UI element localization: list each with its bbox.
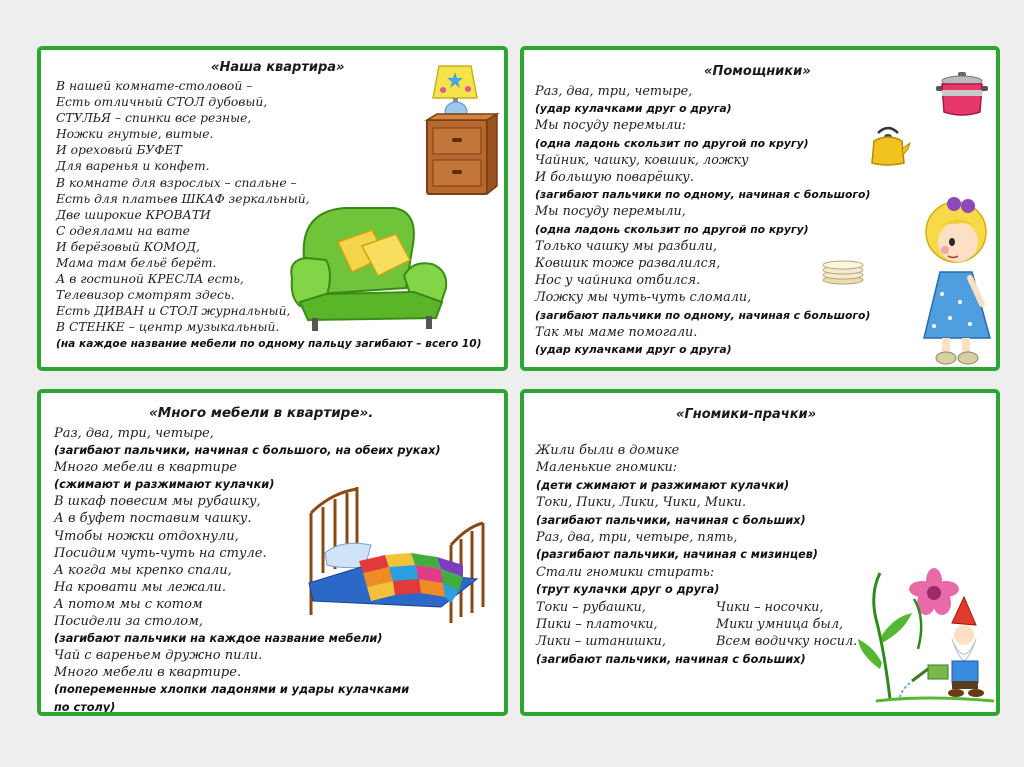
verse-line: Много мебели в квартире [54, 460, 237, 476]
verse-line: Две широкие КРОВАТИ [56, 207, 211, 222]
verse-line: Для варенья и конфет. [56, 159, 210, 174]
verse-line: Чай с вареньем дружно пили. [54, 648, 263, 664]
verse-line: Токи, Пики, Лики, Чики, Мики. [536, 495, 747, 511]
verse-line: А потом мы с котом [54, 596, 203, 612]
verse-column-left: Пики – платочки, [536, 617, 658, 633]
verse-line: Раз, два, три, четыре, пять, [536, 530, 738, 546]
verse-line: На кровати мы лежали. [54, 579, 227, 595]
verse-line: Так мы маме помогали. [535, 324, 698, 340]
verse-line: Есть для платьев ШКАФ зеркальный, [56, 191, 310, 206]
card-pomoshchniki [520, 46, 1000, 371]
verse-line: Посидели за столом, [54, 614, 203, 630]
card-title: «Гномики-прачки» [676, 407, 817, 422]
verse-line: Ложку мы чуть-чуть сломали, [535, 290, 752, 306]
instruction-line: (разгибают пальчики, начиная с мизинцев) [536, 548, 818, 562]
poem-lines [536, 442, 857, 668]
pot-illustration [936, 72, 988, 118]
verse-line-two-column [536, 633, 857, 650]
instruction-line: (загибают пальчики, начиная с большого, на обеих руках) [54, 444, 441, 458]
poem-lines [535, 83, 870, 358]
instruction-line: (удар кулачками друг о друга) [535, 102, 732, 116]
instruction-line: (на каждое название мебели по одному пальцу загибают – всего 10) [56, 337, 482, 350]
kettle-illustration [868, 123, 910, 167]
instruction-line: (удар кулачками друг о друга) [535, 343, 732, 357]
instruction-line: (одна ладонь скользит по другой по кругу) [535, 222, 809, 236]
verse-column-left: Токи – рубашки, [536, 599, 646, 615]
instruction-line: по столу) [54, 700, 116, 714]
verse-line: А когда мы крепко спали, [54, 562, 232, 578]
verse-line: В комнате для взрослых – спальне – [56, 175, 297, 190]
verse-line: Чайник, чашку, ковшик, ложку [535, 152, 749, 168]
verse-column-right: Чики – носочки, [716, 599, 824, 615]
verse-line: Нос у чайника отбился. [535, 273, 701, 289]
card-mnogo-mebeli [37, 389, 508, 716]
card-title: «Наша квартира» [211, 60, 345, 75]
card-nasha-kvartira [37, 46, 508, 371]
verse-line: Раз, два, три, четыре, [535, 84, 693, 99]
verse-line: Ковшик тоже развалился, [535, 256, 721, 272]
instruction-line: (загибают пальчики, начиная с больших) [536, 513, 806, 527]
verse-line: Много мебели в квартире. [54, 665, 242, 681]
nightstand-with-lamp-illustration [419, 62, 501, 198]
verse-line-two-column [536, 616, 857, 633]
verse-line: И большую поварёшку. [535, 170, 694, 186]
verse-line: А в буфет поставим чашку. [54, 511, 252, 527]
instruction-line: (дети сжимают и разжимают кулачки) [536, 478, 790, 492]
bed-illustration [301, 483, 491, 633]
verse-line: Мама там бельё берёт. [56, 256, 217, 271]
instruction-line: (загибают пальчики, начиная с больших) [536, 652, 806, 666]
instruction-line: (одна ладонь скользит по другой по кругу) [535, 136, 809, 150]
verse-line: Только чашку мы разбили, [535, 238, 718, 254]
verse-line: СТУЛЬЯ – спинки все резные, [56, 111, 252, 126]
instruction-line: (загибают пальчики по одному, начиная с большого) [535, 308, 871, 322]
instruction-line: (загибают пальчики на каждое название мебели) [54, 632, 383, 646]
verse-line: С одеялами на вате [56, 223, 190, 238]
verse-line: И берёзовый КОМОД, [56, 239, 200, 254]
armchair-illustration [286, 202, 456, 332]
verse-line: Мы посуду перемыли, [535, 204, 686, 220]
verse-line: Есть отличный СТОЛ дубовый, [56, 95, 268, 110]
instruction-line: (трут кулачки друг о друга) [536, 583, 720, 597]
verse-line: Чтобы ножки отдохнули, [54, 528, 239, 544]
verse-column-left: Лики – штанишки, [536, 634, 666, 650]
verse-line: Ножки гнутые, витые. [56, 127, 214, 142]
verse-line: А в гостиной КРЕСЛА есть, [56, 272, 244, 287]
instruction-line: (сжимают и разжимают кулачки) [54, 478, 275, 492]
verse-line: В шкаф повесим мы рубашку, [54, 494, 261, 510]
verse-line: Жили были в домике [536, 443, 680, 458]
verse-line: Посидим чуть-чуть на стуле. [54, 545, 267, 561]
verse-line-two-column [536, 599, 857, 616]
verse-line: В нашей комнате-столовой – [56, 79, 253, 93]
flower-and-gnome-illustration [856, 569, 996, 709]
card-gnomiki-prachki [520, 389, 1000, 716]
verse-line: Телевизор смотрят здесь. [56, 288, 235, 303]
verse-line: И ореховый БУФЕТ [56, 143, 182, 158]
plates-illustration [821, 260, 865, 284]
verse-line: В СТЕНКЕ – центр музыкальный. [56, 320, 280, 335]
verse-line: Мы посуду перемыли: [535, 118, 687, 134]
verse-line: Маленькие гномики: [536, 460, 678, 476]
card-title: «Много мебели в квартире». [149, 405, 374, 421]
instruction-line: (попеременные хлопки ладонями и удары кулачками [54, 683, 410, 697]
card-title: «Помощники» [704, 64, 811, 79]
verse-column-right: Всем водичку носил. [716, 634, 858, 650]
verse-line: Стали гномики стирать: [536, 564, 715, 580]
girl-illustration [920, 198, 998, 370]
verse-column-right: Мики умница был, [716, 617, 844, 633]
verse-line: Есть ДИВАН и СТОЛ журнальный, [56, 304, 291, 319]
instruction-line: (загибают пальчики по одному, начиная с большого) [535, 188, 871, 202]
verse-line: Раз, два, три, четыре, [54, 426, 214, 441]
